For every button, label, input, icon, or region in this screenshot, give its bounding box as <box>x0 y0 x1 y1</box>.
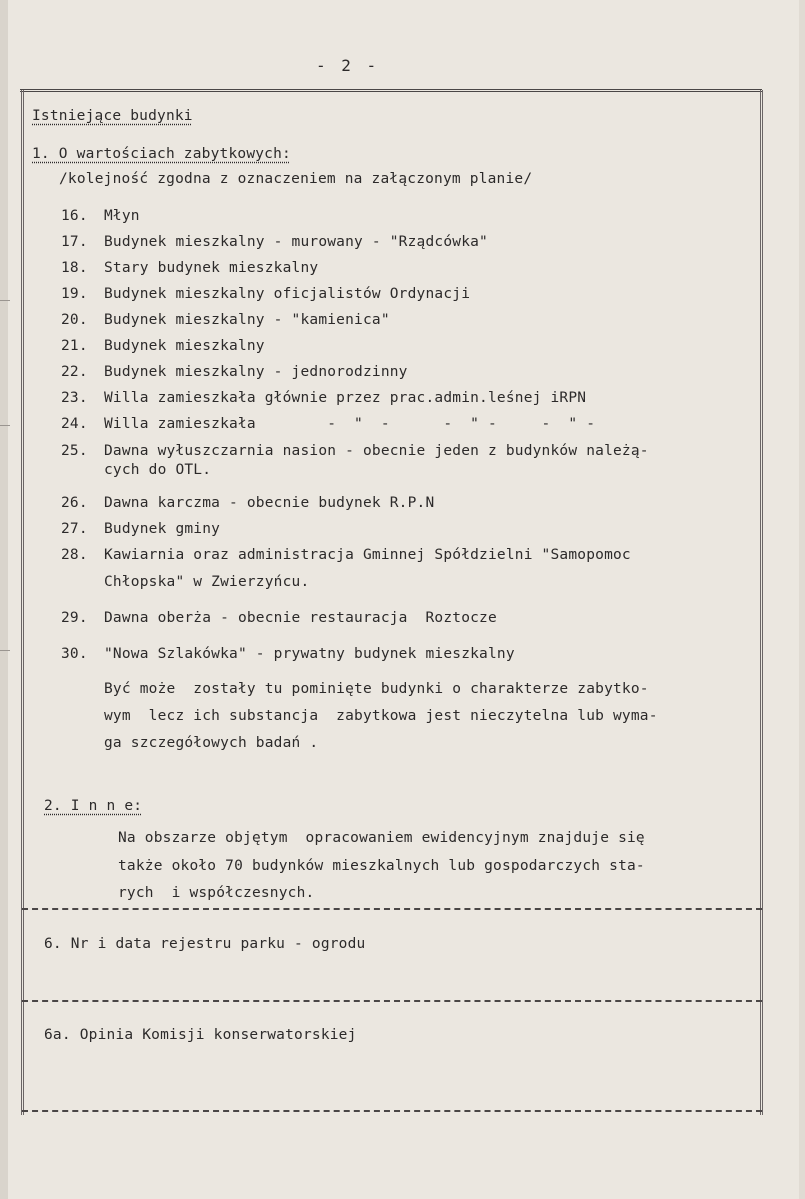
item-number: 20. <box>61 312 88 328</box>
item-number: 18. <box>61 260 88 276</box>
item-text: Dawna oberża - obecnie restauracja Roztocze <box>104 610 497 626</box>
item-text: Dawna karczma - obecnie budynek R.P.N <box>104 495 435 511</box>
page-left-edge <box>0 0 8 1199</box>
item-text: "Nowa Szlakówka" - prywatny budynek mieszkalny <box>104 646 515 662</box>
frame-left-border <box>21 90 24 1115</box>
section2-line: Na obszarze objętym opracowaniem ewidencyjnym znajduje się <box>118 830 645 846</box>
item-text: Budynek mieszkalny - murowany - "Rządcówka" <box>104 234 488 250</box>
closing-note-line: ga szczegółowych badań . <box>104 735 319 751</box>
item-number: 16. <box>61 208 88 224</box>
item-number: 21. <box>61 338 88 354</box>
section2-line: rych i współczesnych. <box>118 885 315 901</box>
closing-note-line: wym lecz ich substancja zabytkowa jest nieczytelna lub wyma- <box>104 708 658 724</box>
frame-top-border <box>20 89 762 92</box>
item-text: Stary budynek mieszkalny <box>104 260 319 276</box>
item-number: 19. <box>61 286 88 302</box>
item-text: Budynek mieszkalny <box>104 338 265 354</box>
item-number: 22. <box>61 364 88 380</box>
section-divider <box>22 1110 762 1112</box>
section1-title: 1. O wartościach zabytkowych: <box>32 146 291 162</box>
item-text-continued: cych do OTL. <box>104 462 212 478</box>
page-number: - 2 - <box>316 56 380 75</box>
section-heading: Istniejące budynki <box>32 108 193 124</box>
frame-right-border <box>760 90 763 1115</box>
section1-note: /kolejność zgodna z oznaczeniem na załączonym planie/ <box>59 171 533 187</box>
margin-tick <box>0 300 10 301</box>
item-text: Willa zamieszkała - " - - " - - " - <box>104 416 596 432</box>
item-number: 17. <box>61 234 88 250</box>
item-number: 29. <box>61 610 88 626</box>
section-divider <box>22 1000 762 1002</box>
item-text: Dawna wyłuszczarnia nasion - obecnie jeden z budynków należą- <box>104 443 649 459</box>
item-number: 28. <box>61 547 88 563</box>
item-text-continued: Chłopska" w Zwierzyńcu. <box>104 574 310 590</box>
item-number: 25. <box>61 443 88 459</box>
field-6a-label: 6a. Opinia Komisji konserwatorskiej <box>44 1027 357 1043</box>
page-right-edge <box>799 0 805 1199</box>
item-number: 27. <box>61 521 88 537</box>
closing-note-line: Być może zostały tu pominięte budynki o charakterze zabytko- <box>104 681 649 697</box>
item-text: Budynek mieszkalny oficjalistów Ordynacji <box>104 286 471 302</box>
field-6-label: 6. Nr i data rejestru parku - ogrodu <box>44 936 366 952</box>
item-text: Młyn <box>104 208 140 224</box>
section2-line: także około 70 budynków mieszkalnych lub gospodarczych sta- <box>118 858 645 874</box>
item-text: Budynek mieszkalny - "kamienica" <box>104 312 390 328</box>
margin-tick <box>0 425 10 426</box>
item-text: Budynek mieszkalny - jednorodzinny <box>104 364 408 380</box>
item-text: Budynek gminy <box>104 521 221 537</box>
item-number: 23. <box>61 390 88 406</box>
item-text: Willa zamieszkała głównie przez prac.admin.leśnej iRPN <box>104 390 587 406</box>
margin-tick <box>0 650 10 651</box>
section2-title: 2. I n n e: <box>44 798 143 814</box>
section-divider <box>22 908 762 910</box>
item-number: 30. <box>61 646 88 662</box>
item-number: 24. <box>61 416 88 432</box>
item-number: 26. <box>61 495 88 511</box>
item-text: Kawiarnia oraz administracja Gminnej Spółdzielni "Samopomoc <box>104 547 631 563</box>
